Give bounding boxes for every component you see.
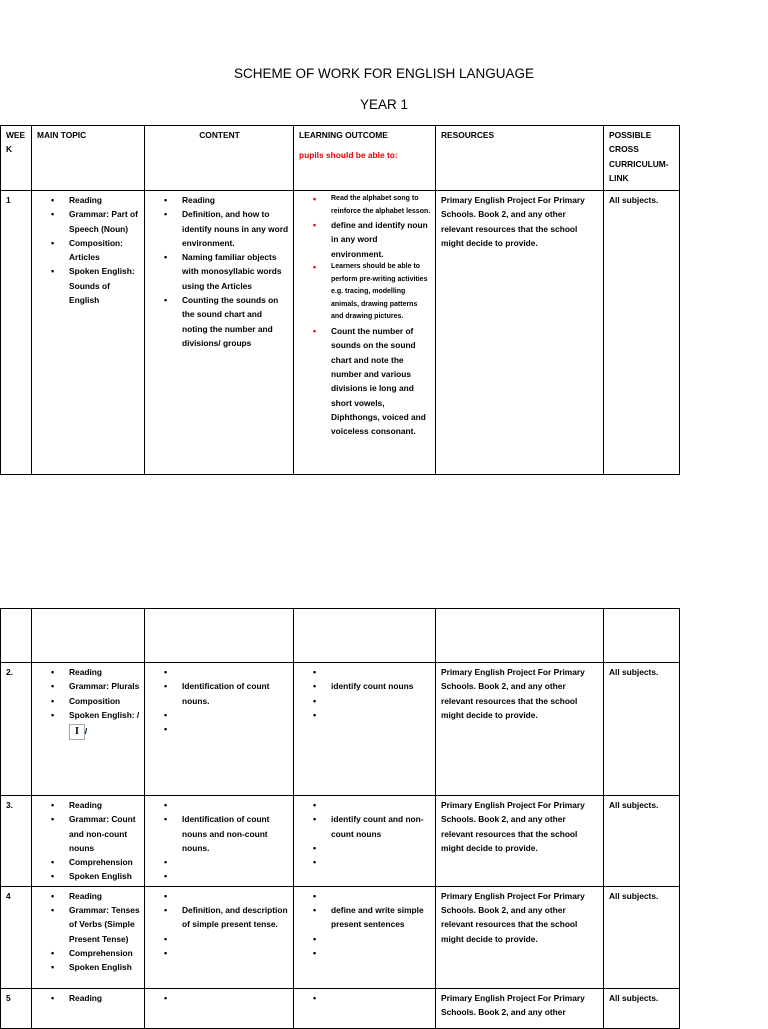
content-cell bbox=[145, 988, 294, 1028]
list-item: • Identification of count nouns and non-count nouns. bbox=[182, 812, 289, 855]
list-item: • Definition, and how to identify nouns in any word environment. bbox=[182, 207, 289, 250]
phonetic-symbol-box: I bbox=[69, 724, 85, 740]
empty-cell bbox=[436, 609, 604, 663]
list-item: • define and write simple present sentences bbox=[331, 903, 431, 932]
main-topic-list bbox=[37, 193, 140, 307]
outcome-list bbox=[299, 798, 431, 869]
outcome-list bbox=[299, 889, 431, 960]
list-item bbox=[331, 889, 431, 903]
week-cell: 4 bbox=[1, 886, 32, 988]
content-list bbox=[150, 889, 289, 960]
list-item bbox=[331, 991, 431, 1005]
list-item bbox=[331, 665, 431, 679]
content-cell bbox=[145, 191, 294, 475]
learning-outcome-cell bbox=[294, 796, 436, 887]
outcome-list bbox=[299, 665, 431, 722]
content-list bbox=[150, 193, 289, 350]
empty-cell bbox=[604, 609, 680, 663]
list-item bbox=[182, 869, 289, 883]
empty-header-row bbox=[1, 609, 680, 663]
learning-outcome-cell bbox=[294, 886, 436, 988]
cross-curriculum-cell: All subjects. bbox=[604, 796, 680, 887]
list-item: • Spoken English bbox=[69, 869, 140, 883]
list-item bbox=[331, 855, 431, 869]
table-row bbox=[1, 796, 680, 887]
learning-outcome-cell bbox=[294, 988, 436, 1028]
main-topic-cell bbox=[32, 191, 145, 475]
content-list bbox=[150, 798, 289, 884]
main-topic-cell bbox=[32, 796, 145, 887]
main-topic-list bbox=[37, 798, 140, 884]
list-item: • Comprehension bbox=[69, 946, 140, 960]
content-cell bbox=[145, 663, 294, 796]
week-cell: 2. bbox=[1, 663, 32, 796]
cross-curriculum-cell: All subjects. bbox=[604, 886, 680, 988]
list-item bbox=[182, 946, 289, 960]
content-cell bbox=[145, 796, 294, 887]
learning-outcome-cell bbox=[294, 191, 436, 475]
content-cell bbox=[145, 886, 294, 988]
table-row bbox=[1, 191, 680, 475]
header-content: CONTENT bbox=[145, 126, 294, 191]
main-topic-cell bbox=[32, 886, 145, 988]
list-item bbox=[182, 798, 289, 812]
list-item bbox=[182, 722, 289, 736]
list-item bbox=[331, 708, 431, 722]
header-cross-curriculum: POSSIBLE CROSS CURRICULUM-LINK bbox=[604, 126, 680, 191]
list-item: • identify count and non-count nouns bbox=[331, 812, 431, 841]
cross-curriculum-cell: All subjects. bbox=[604, 988, 680, 1028]
list-item: • Read the alphabet song to reinforce the alphabet lesson. bbox=[331, 193, 431, 218]
list-item: • Composition bbox=[69, 694, 140, 708]
cross-curriculum-cell: All subjects. bbox=[604, 663, 680, 796]
list-item: • Grammar: Plurals bbox=[69, 679, 140, 693]
list-item bbox=[182, 932, 289, 946]
list-item: • define and identify noun in any word environment. bbox=[331, 218, 431, 261]
list-item: • Definition, and description of simple present tense. bbox=[182, 903, 289, 932]
header-main-topic: MAIN TOPIC bbox=[32, 126, 145, 191]
list-item bbox=[182, 708, 289, 722]
list-item: • Spoken English: Sounds of English bbox=[69, 264, 140, 307]
list-item bbox=[331, 932, 431, 946]
content-list bbox=[150, 991, 289, 1005]
cross-curriculum-cell: All subjects. bbox=[604, 191, 680, 475]
list-item bbox=[182, 889, 289, 903]
list-item: • Counting the sounds on the sound chart and noting the number and divisions/ groups bbox=[182, 293, 289, 350]
list-item bbox=[331, 694, 431, 708]
table-row bbox=[1, 886, 680, 988]
learning-outcome-cell bbox=[294, 663, 436, 796]
list-item bbox=[182, 665, 289, 679]
empty-cell bbox=[145, 609, 294, 663]
empty-cell bbox=[32, 609, 145, 663]
document-title: SCHEME OF WORK FOR ENGLISH LANGUAGE bbox=[233, 66, 535, 81]
list-item: • Comprehension bbox=[69, 855, 140, 869]
scheme-table-2 bbox=[0, 608, 680, 1029]
list-item: • Grammar: Count and non-count nouns bbox=[69, 812, 140, 855]
resources-cell: Primary English Project For Primary Schools. Book 2, and any other relevant resources that the school might decide to provide. bbox=[436, 663, 604, 796]
week-cell: 3. bbox=[1, 796, 32, 887]
list-item: • identify count nouns bbox=[331, 679, 431, 693]
list-item: • Reading bbox=[69, 991, 140, 1005]
list-item: • Reading bbox=[69, 889, 140, 903]
empty-cell bbox=[294, 609, 436, 663]
week-cell: 1 bbox=[1, 191, 32, 475]
header-learning-outcome bbox=[294, 126, 436, 191]
list-item: • Learners should be able to perform pre-writing activities e.g. tracing, modelling animals, drawing patterns and drawing pictures. bbox=[331, 261, 431, 324]
resources-cell: Primary English Project For Primary Schools. Book 2, and any other relevant resources that the school might decide to provide. bbox=[436, 796, 604, 887]
content-list bbox=[150, 665, 289, 736]
main-topic-cell bbox=[32, 988, 145, 1028]
list-item bbox=[331, 841, 431, 855]
list-item: • Count the number of sounds on the sound chart and note the number and various divisions ie long and short vowels, Diphthongs, voiced and voiceless consonant. bbox=[331, 324, 431, 438]
resources-cell: Primary English Project For Primary Schools. Book 2, and any other relevant resources that the school might decide to provide. bbox=[436, 191, 604, 475]
table-header-row bbox=[1, 126, 680, 191]
table-row bbox=[1, 988, 680, 1028]
list-item: • Identification of count nouns. bbox=[182, 679, 289, 708]
scheme-table-1 bbox=[0, 125, 680, 475]
main-topic-list bbox=[37, 991, 140, 1005]
table-row bbox=[1, 663, 680, 796]
list-item: • Spoken English: / bbox=[69, 708, 140, 722]
list-item bbox=[182, 855, 289, 869]
header-week: WEE K bbox=[1, 126, 32, 191]
header-learning-outcome-sub: pupils should be able to: bbox=[299, 150, 398, 161]
phonetic-line bbox=[37, 722, 140, 740]
empty-cell bbox=[1, 609, 32, 663]
header-learning-outcome-label: LEARNING OUTCOME bbox=[299, 130, 388, 140]
header-resources: RESOURCES bbox=[436, 126, 604, 191]
list-item bbox=[331, 946, 431, 960]
list-item bbox=[331, 798, 431, 812]
resources-cell: Primary English Project For Primary Schools. Book 2, and any other relevant resources that the school might decide to provide. bbox=[436, 886, 604, 988]
list-item: • Reading bbox=[69, 193, 140, 207]
list-item: • Reading bbox=[182, 193, 289, 207]
outcome-list bbox=[299, 193, 431, 438]
list-item: • Naming familiar objects with monosyllabic words using the Articles bbox=[182, 250, 289, 293]
phonetic-slash: / bbox=[84, 726, 88, 737]
resources-cell: Primary English Project For Primary Schools. Book 2, and any other bbox=[436, 988, 604, 1028]
list-item bbox=[182, 991, 289, 1005]
outcome-list bbox=[299, 991, 431, 1005]
list-item: • Reading bbox=[69, 665, 140, 679]
main-topic-cell bbox=[32, 663, 145, 796]
main-topic-list bbox=[37, 889, 140, 975]
week-cell: 5 bbox=[1, 988, 32, 1028]
list-item: • Grammar: Part of Speech (Noun) bbox=[69, 207, 140, 236]
list-item: • Spoken English bbox=[69, 960, 140, 974]
document-subtitle: YEAR 1 bbox=[359, 97, 409, 112]
list-item: • Grammar: Tenses of Verbs (Simple Present Tense) bbox=[69, 903, 140, 946]
list-item: • Composition: Articles bbox=[69, 236, 140, 265]
list-item: • Reading bbox=[69, 798, 140, 812]
main-topic-list bbox=[37, 665, 140, 722]
